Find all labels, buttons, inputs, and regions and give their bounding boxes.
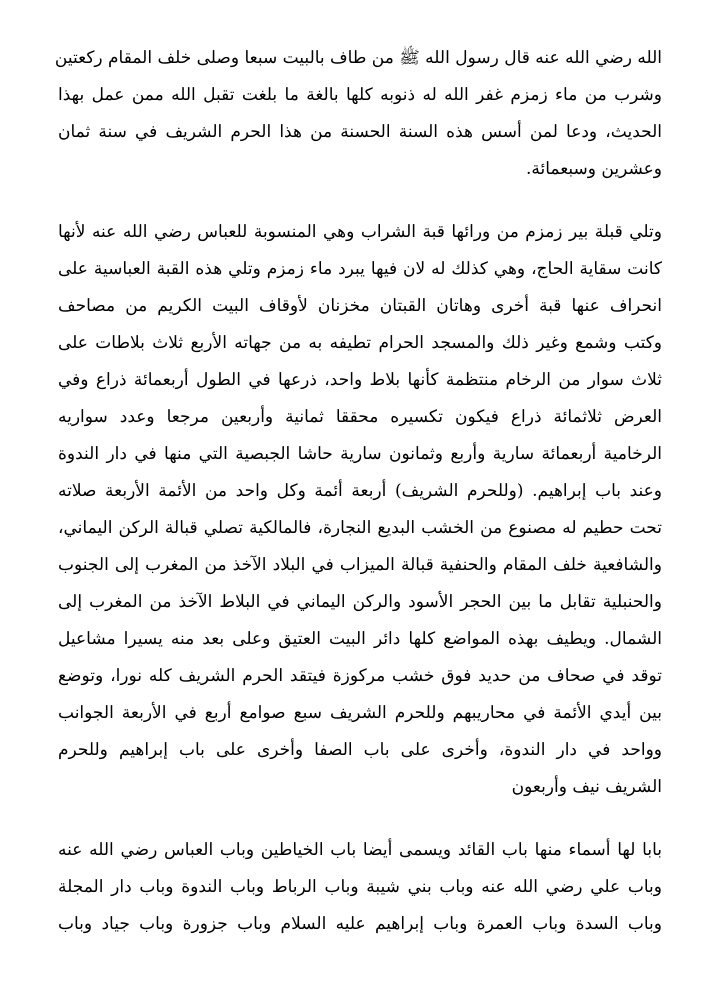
- text-line: وباب علي رضي الله عنه وباب بني شيبة وباب الرباط وباب الندوة وباب دار المجلة: [58, 877, 662, 897]
- text-line: كانت سقاية الحاج، وهي كذلك له لان فيها يبرد ماء زمزم وتلي هذه القبة العباسية على: [58, 259, 662, 279]
- text-line: الرخامية أربعمائة سارية وأربع وثمانون سارية حاشا الجبصية التي منها في دار الندوة: [58, 444, 662, 464]
- text-line: بابا لها أسماء منها باب القائد ويسمى أيضا باب الخياطين وباب العباس رضي الله عنه: [58, 840, 662, 860]
- text-line: ثلاث سوار من الرخام منتظمة كأنها بلاط واحد، ذرعها في الطول أربعمائة ذراع وفي: [58, 370, 662, 390]
- text-line: وتلي قبلة بير زمزم من ورائها قبة الشراب وهي المنسوبة للعباس رضي الله عنه لأنها: [58, 222, 662, 242]
- text-line: وعند باب إبراهيم. (وللحرم الشريف) أربعة أئمة وكل واحد من الأئمة الأربعة صلاته: [58, 481, 662, 501]
- text-line: وواحد في دار الندوة، وأخرى على باب الصفا وأخرى على باب إبراهيم وللحرم: [58, 740, 662, 760]
- text-line: العرض ثلاثمائة ذراع فيكون تكسيره محققا ثمانية وأربعين مرجعا وعدد سواريه: [58, 407, 662, 427]
- text-line: توقد في صحاف من حديد فوق خشب مركوزة فيتقد الحرم الشريف كله نورا، وتوضع: [58, 666, 662, 686]
- text-line: انحراف عنها قبة أخرى وهاتان القبتان مخزنان لأوقاف البيت الكريم من مصاحف: [58, 296, 662, 316]
- text-line: والحنبلية تقابل ما بين الحجر الأسود والركن اليماني في البلاط الآخذ من المغرب إلى: [58, 592, 662, 612]
- text-line: الله رضي الله عنه قال رسول الله ﷺ من طاف بالبيت سبعا وصلى خلف المقام ركعتين: [54, 48, 662, 68]
- text-line: الحديث، ودعا لمن أسس هذه السنة الحسنة من هذا الحرم الشريف في سنة ثمان: [58, 122, 662, 142]
- paragraph-2: [58, 214, 662, 806]
- paragraph-gap: [58, 188, 662, 214]
- text-line: وكتب وشمع وغير ذلك والمسجد الحرام تطيفه به من جهاته الأربع ثلاث بلاطات على: [58, 333, 662, 353]
- text-line: وباب السدة وباب العمرة وباب إبراهيم عليه السلام وباب جزورة وباب جياد وباب: [58, 914, 662, 934]
- text-line: وعشرين وسبعمائة.: [525, 159, 662, 179]
- paragraph-3: [58, 832, 662, 943]
- text-line: الشريف نيف وأربعون: [511, 777, 662, 797]
- text-line: تحت حطيم له مصنوع من الخشب البديع النجارة، فالمالكية تصلي قبالة الركن اليماني،: [58, 518, 662, 538]
- paragraph-1: [54, 40, 662, 188]
- text-line: والشافعية خلف المقام والحنفية قبالة الميزاب في البلاد الآخذ من المغرب إلى الجنوب: [58, 555, 662, 575]
- paragraph-gap: [58, 806, 662, 832]
- text-line: الشمال. ويطيف بهذه المواضع كلها دائر البيت العتيق وعلى بعد منه يسيرا مشاعيل: [58, 629, 662, 649]
- text-line: بين أيدي الأئمة في محاريبهم وللحرم الشريف سبع صوامع أربع في الأربعة الجوانب: [58, 703, 662, 723]
- text-line: وشرب من ماء زمزم غفر الله له ذنوبه كلها بالغة ما بلغت تقبل الله ممن عمل بهذا: [58, 85, 662, 105]
